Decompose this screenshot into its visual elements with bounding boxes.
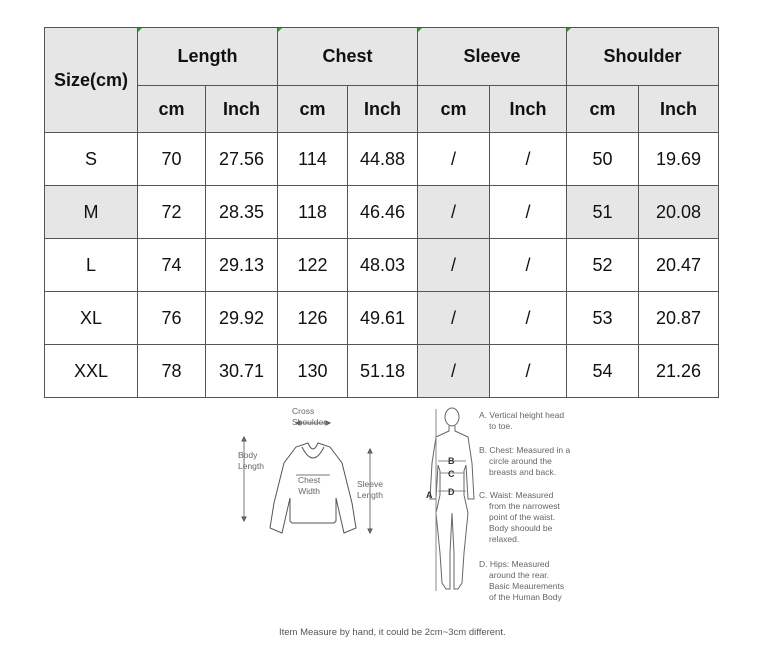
unit-header: cm <box>278 86 348 133</box>
footer-note: Item Measure by hand, it could be 2cm~3cm different. <box>279 627 506 638</box>
value-cell: 49.61 <box>348 292 418 345</box>
value-cell: 29.13 <box>206 239 278 292</box>
cross-shoulder-label: Cross Shoulder <box>292 406 327 427</box>
unit-header: cm <box>567 86 639 133</box>
value-cell: 53 <box>567 292 639 345</box>
value-cell: 74 <box>138 239 206 292</box>
value-cell: 130 <box>278 345 348 398</box>
value-cell: / <box>490 292 567 345</box>
value-cell: / <box>418 292 490 345</box>
unit-header: Inch <box>348 86 418 133</box>
value-cell: 72 <box>138 186 206 239</box>
note-a: A. Vertical height head to toe. <box>479 410 565 431</box>
sleeve-group-header: Sleeve <box>418 28 567 86</box>
value-cell: / <box>490 345 567 398</box>
value-cell: 20.87 <box>639 292 719 345</box>
value-cell: 114 <box>278 133 348 186</box>
value-cell: 76 <box>138 292 206 345</box>
unit-header: Inch <box>490 86 567 133</box>
value-cell: 126 <box>278 292 348 345</box>
note-c: C. Waist: Measured from the narrowest point of the waist. Body shoould be relaxed. <box>479 490 560 544</box>
chest-width-label: Chest Width <box>298 475 321 496</box>
value-cell: 54 <box>567 345 639 398</box>
unit-header: Inch <box>206 86 278 133</box>
value-cell: 27.56 <box>206 133 278 186</box>
length-group-header: Length <box>138 28 278 86</box>
value-cell: 51.18 <box>348 345 418 398</box>
size-cell: M <box>45 186 138 239</box>
sleeve-length-label: Sleeve Length <box>357 479 383 500</box>
note-d: D. Hips: Measured around the rear. Basic Meaurements of the Human Body <box>479 559 565 602</box>
table-row <box>45 186 719 239</box>
marker-a: A <box>426 490 433 500</box>
table-row <box>45 292 719 345</box>
body-length-label: Body Length <box>238 450 264 471</box>
value-cell: 20.47 <box>639 239 719 292</box>
size-chart-table <box>44 27 719 398</box>
marker-d: D <box>448 487 455 497</box>
size-cell: S <box>45 133 138 186</box>
value-cell: 51 <box>567 186 639 239</box>
size-cell: XXL <box>45 345 138 398</box>
table-row <box>45 133 719 186</box>
value-cell: 50 <box>567 133 639 186</box>
note-b: B. Chest: Measured in a circle around the breasts and back. <box>479 445 571 477</box>
value-cell: 52 <box>567 239 639 292</box>
value-cell: 48.03 <box>348 239 418 292</box>
unit-header: cm <box>138 86 206 133</box>
value-cell: / <box>418 186 490 239</box>
value-cell: 29.92 <box>206 292 278 345</box>
value-cell: 19.69 <box>639 133 719 186</box>
value-cell: / <box>418 239 490 292</box>
table-row <box>45 345 719 398</box>
value-cell: 78 <box>138 345 206 398</box>
value-cell: / <box>490 186 567 239</box>
marker-c: C <box>448 469 455 479</box>
table-row <box>45 239 719 292</box>
unit-header: Inch <box>639 86 719 133</box>
table-body <box>45 133 719 398</box>
unit-header: cm <box>418 86 490 133</box>
value-cell: / <box>490 133 567 186</box>
marker-b: B <box>448 456 455 466</box>
value-cell: 70 <box>138 133 206 186</box>
value-cell: / <box>418 345 490 398</box>
value-cell: 20.08 <box>639 186 719 239</box>
value-cell: / <box>490 239 567 292</box>
human-body-sketch <box>430 408 474 591</box>
chest-group-header: Chest <box>278 28 418 86</box>
shoulder-group-header: Shoulder <box>567 28 719 86</box>
value-cell: 28.35 <box>206 186 278 239</box>
value-cell: 21.26 <box>639 345 719 398</box>
value-cell: / <box>418 133 490 186</box>
size-header: Size(cm) <box>45 28 138 133</box>
size-cell: L <box>45 239 138 292</box>
size-cell: XL <box>45 292 138 345</box>
value-cell: 122 <box>278 239 348 292</box>
value-cell: 46.46 <box>348 186 418 239</box>
value-cell: 44.88 <box>348 133 418 186</box>
value-cell: 30.71 <box>206 345 278 398</box>
value-cell: 118 <box>278 186 348 239</box>
